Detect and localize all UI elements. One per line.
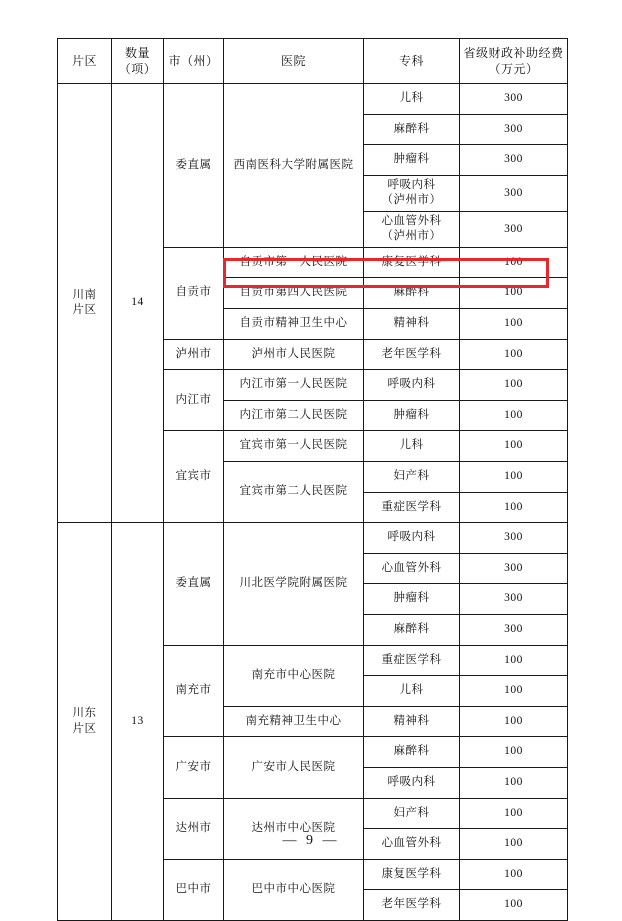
fund-cell: 100: [460, 309, 568, 340]
table-row: [58, 523, 568, 554]
specialty-cell: 麻醉科: [364, 114, 460, 145]
specialty-cell: 精神科: [364, 706, 460, 737]
count-cell: 13: [112, 523, 164, 921]
hospital-cell: 南充精神卫生中心: [224, 706, 364, 737]
specialty-cell: 肿瘤科: [364, 400, 460, 431]
hospital-cell: 南充市中心医院: [224, 645, 364, 706]
fund-cell: 100: [460, 278, 568, 309]
fund-cell: 100: [460, 400, 568, 431]
region-line1: 川南: [72, 288, 97, 301]
specialty-cell: 麻醉科: [364, 278, 460, 309]
fund-cell: 100: [460, 645, 568, 676]
hospital-cell: 自贡市精神卫生中心: [224, 309, 364, 340]
region-line2: 片区: [72, 304, 97, 317]
fund-cell: 300: [460, 584, 568, 615]
hospital-cell: 巴中市中心医院: [224, 859, 364, 920]
fund-cell: 100: [460, 737, 568, 768]
specialty-funding-table: [57, 38, 568, 921]
hospital-cell: 泸州市人民医院: [224, 339, 364, 370]
hospital-cell: 宜宾市第一人民医院: [224, 431, 364, 462]
city-cell: 委直属: [164, 523, 224, 645]
page-number: — 9 —: [282, 833, 340, 848]
specialty-line2: （泸州市）: [381, 230, 442, 243]
specialty-cell: 重症医学科: [364, 492, 460, 523]
city-cell: 广安市: [164, 737, 224, 798]
specialty-line1: 心血管外科: [381, 214, 442, 227]
header-city: 市（州）: [164, 39, 224, 84]
specialty-cell: 呼吸内科: [364, 767, 460, 798]
table-header-row: [58, 39, 568, 84]
header-fund-line1: 省级财政补助经费: [463, 45, 564, 60]
fund-cell: 300: [460, 523, 568, 554]
specialty-cell: [364, 175, 460, 211]
specialty-cell: 老年医学科: [364, 339, 460, 370]
specialty-cell: 儿科: [364, 84, 460, 115]
fund-cell: 100: [460, 339, 568, 370]
city-cell: 达州市: [164, 798, 224, 859]
fund-cell: 300: [460, 614, 568, 645]
city-cell: 委直属: [164, 84, 224, 248]
fund-cell: 300: [460, 145, 568, 176]
specialty-cell: 麻醉科: [364, 614, 460, 645]
city-cell: 泸州市: [164, 339, 224, 370]
fund-cell: 100: [460, 676, 568, 707]
specialty-cell: 呼吸内科: [364, 370, 460, 401]
region-line2: 片区: [72, 722, 97, 735]
fund-cell: 300: [460, 211, 568, 247]
specialty-cell: 心血管外科: [364, 553, 460, 584]
specialty-cell: 呼吸内科: [364, 523, 460, 554]
fund-cell: 300: [460, 84, 568, 115]
fund-cell: 100: [460, 890, 568, 921]
fund-cell: 100: [460, 370, 568, 401]
specialty-cell: 重症医学科: [364, 645, 460, 676]
specialty-cell: 麻醉科: [364, 737, 460, 768]
specialty-cell: 心血管外科: [364, 829, 460, 860]
fund-cell: 100: [460, 798, 568, 829]
fund-cell: 300: [460, 175, 568, 211]
header-count-line2: （项）: [118, 62, 157, 76]
specialty-cell: [364, 211, 460, 247]
specialty-cell: 康复医学科: [364, 247, 460, 278]
specialty-line2: （泸州市）: [381, 194, 442, 207]
city-cell: 自贡市: [164, 247, 224, 339]
header-region: 片区: [58, 39, 112, 84]
fund-cell: 300: [460, 553, 568, 584]
fund-cell: 100: [460, 492, 568, 523]
fund-cell: 100: [460, 767, 568, 798]
specialty-cell: 儿科: [364, 676, 460, 707]
region-cell: [58, 523, 112, 921]
hospital-cell: 内江市第二人民医院: [224, 400, 364, 431]
region-cell: [58, 84, 112, 523]
city-cell: 南充市: [164, 645, 224, 737]
specialty-cell: 妇产科: [364, 798, 460, 829]
specialty-cell: 康复医学科: [364, 859, 460, 890]
hospital-cell: 西南医科大学附属医院: [224, 84, 364, 248]
specialty-cell: 老年医学科: [364, 890, 460, 921]
specialty-cell: 儿科: [364, 431, 460, 462]
hospital-cell: 广安市人民医院: [224, 737, 364, 798]
region-line1: 川东: [72, 707, 97, 720]
fund-cell: 100: [460, 859, 568, 890]
city-cell: 巴中市: [164, 859, 224, 920]
header-count-line1: 数量: [124, 45, 150, 60]
header-specialty: 专科: [364, 39, 460, 84]
specialty-cell: 肿瘤科: [364, 145, 460, 176]
specialty-cell: 肿瘤科: [364, 584, 460, 615]
hospital-cell: 达州市中心医院: [224, 798, 364, 859]
fund-cell: 100: [460, 431, 568, 462]
header-hospital: 医院: [224, 39, 364, 84]
fund-cell: 100: [460, 247, 568, 278]
fund-cell: 100: [460, 462, 568, 493]
hospital-cell: 自贡市第一人民医院: [224, 247, 364, 278]
count-cell: 14: [112, 84, 164, 523]
specialty-cell: 妇产科: [364, 462, 460, 493]
table-row: [58, 84, 568, 115]
header-fund-line2: （万元）: [488, 62, 539, 76]
city-cell: 宜宾市: [164, 431, 224, 523]
hospital-cell: 川北医学院附属医院: [224, 523, 364, 645]
fund-cell: 100: [460, 706, 568, 737]
specialty-line1: 呼吸内科: [387, 178, 436, 191]
hospital-cell: 宜宾市第二人民医院: [224, 462, 364, 523]
specialty-cell: 精神科: [364, 309, 460, 340]
hospital-cell: 自贡市第四人民医院: [224, 278, 364, 309]
fund-cell: 100: [460, 829, 568, 860]
city-cell: 内江市: [164, 370, 224, 431]
hospital-cell: 内江市第一人民医院: [224, 370, 364, 401]
header-count: [112, 39, 164, 84]
fund-cell: 300: [460, 114, 568, 145]
header-fund: [460, 39, 568, 84]
